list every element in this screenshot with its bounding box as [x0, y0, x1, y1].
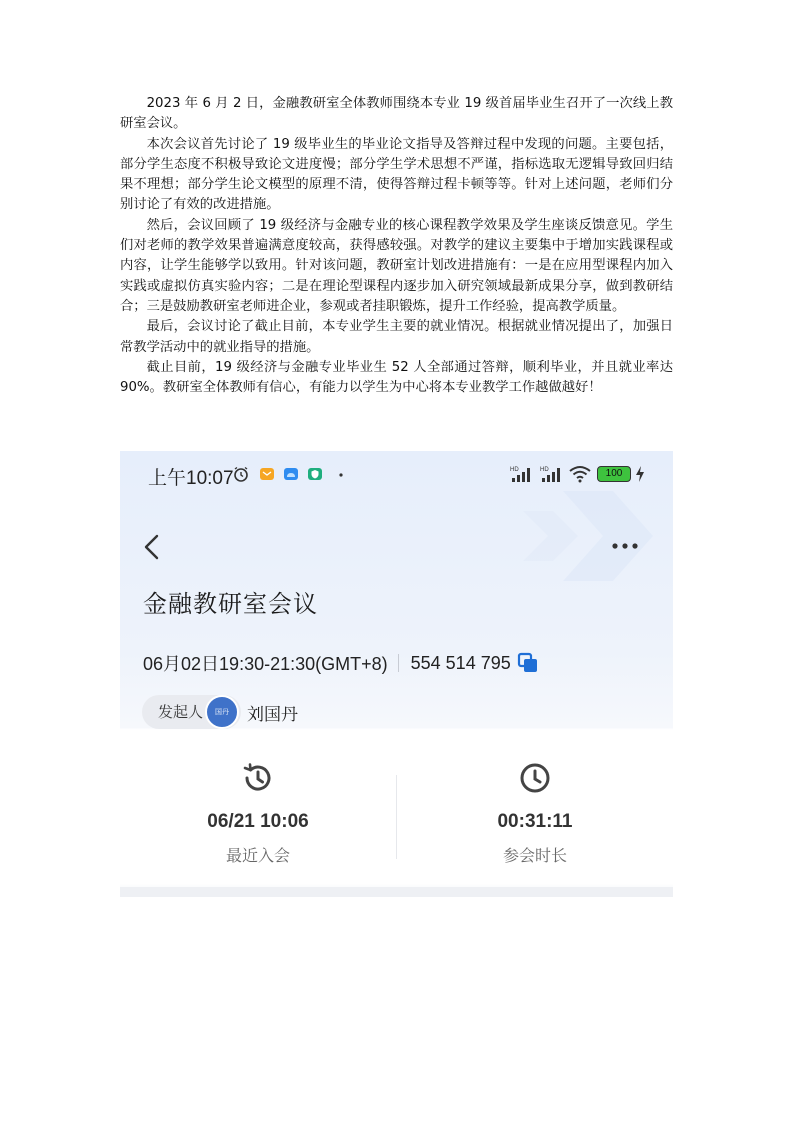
last-joined-value: 06/21 10:06 — [207, 811, 309, 832]
meeting-time-range: 06月02日19:30-21:30(GMT+8) — [143, 654, 388, 674]
alarm-icon — [233, 466, 249, 482]
security-app-icon — [307, 466, 323, 482]
battery-indicator — [597, 466, 631, 482]
meeting-info-row — [143, 650, 539, 676]
duration-value: 00:31:11 — [497, 811, 573, 832]
mail-app-icon — [259, 466, 275, 482]
document-body — [120, 94, 673, 398]
meeting-title: 金融教研室会议 — [143, 590, 318, 618]
paragraph-conclusion: 截止目前，19 级经济与金融专业毕业生 52 人全部通过答辩，顺利毕业，并且就业率达 90%。教研室全体教师有信心，有能力以学生为中心将本专业教学工作越做越好！ — [120, 359, 673, 396]
cloud-app-icon — [283, 466, 299, 482]
clock-icon — [518, 761, 552, 795]
paragraph-intro: 2023 年 6 月 2 日，金融教研室全体教师围绕本专业 19 级首届毕业生召开了一次线上教研室会议。 — [120, 96, 673, 132]
copy-icon[interactable] — [517, 652, 539, 674]
last-joined-label: 最近入会 — [225, 846, 290, 865]
status-bar — [120, 451, 673, 499]
battery-level: 100 — [605, 468, 623, 479]
meeting-screenshot — [120, 451, 673, 897]
dot-icon — [335, 466, 351, 482]
organizer-name: 刘国丹 — [247, 704, 299, 725]
meeting-stats — [120, 751, 673, 871]
signal-hd-icon-1 — [510, 465, 536, 483]
history-clock-icon — [241, 761, 275, 795]
svg-text:HD: HD — [510, 467, 519, 473]
duration-label: 参会时长 — [502, 846, 567, 865]
status-time: 上午10:07 — [148, 468, 234, 489]
paragraph-course-review: 然后，会议回顾了 19 级经济与金融专业的核心课程教学效果及学生座谈反馈意见。学生们对老师的教学效果普遍满意度较高，获得感较强。对教学的建议主要集中于增加实践课程或内容，让学生能够学以致用。针对该问题，教研室计划改进措施有：一是在应用型课程内加入实践或虚拟仿真实验内容；二是在理论型课程内逐步加入研究领域最新成果分享，做到教研结合；三是鼓励教研室老师进企业，参观或者挂职锻炼，提升工作经验，提高教学质量。 — [120, 217, 673, 314]
organizer-row — [142, 694, 326, 730]
stat-duration — [397, 751, 673, 866]
bottom-strip — [120, 887, 673, 897]
svg-text:HD: HD — [540, 467, 549, 473]
organizer-avatar[interactable]: 国丹 — [205, 695, 239, 729]
paragraph-thesis-issues: 本次会议首先讨论了 19 级毕业生的毕业论文指导及答辩过程中发现的问题。主要包括，部分学生态度不积极导致论文进度慢；部分学生学术思想不严谨，指标选取无逻辑导致回归结果不理想；部分学生论文模型的原理不清，使得答辩过程卡顿等等。针对上述问题，老师们分别讨论了有效的改进措施。 — [120, 136, 673, 213]
back-icon[interactable] — [140, 533, 164, 561]
signal-hd-icon-2 — [540, 465, 566, 483]
wifi-icon — [569, 465, 591, 483]
paragraph-employment: 最后，会议讨论了截止目前，本专业学生主要的就业情况。根据就业情况提出了，加强日常教学活动中的就业指导的措施。 — [120, 319, 673, 355]
stat-last-joined — [120, 751, 396, 866]
info-separator — [398, 654, 399, 672]
more-options-icon[interactable] — [610, 537, 640, 555]
organizer-label: 发起人 — [142, 695, 241, 729]
charging-icon — [635, 465, 645, 483]
meeting-id: 554 514 795 — [410, 652, 511, 673]
